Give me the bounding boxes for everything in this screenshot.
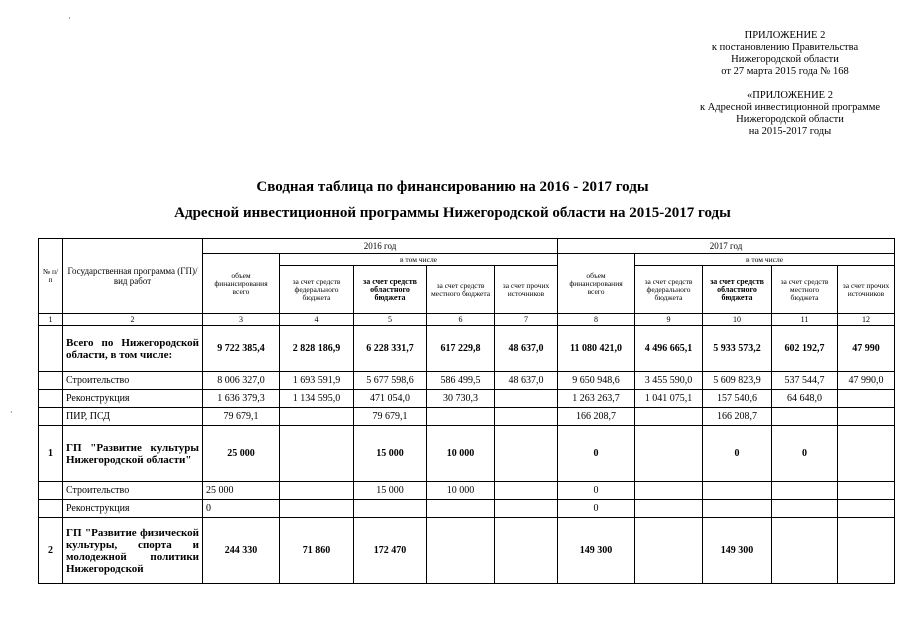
column-number: 9	[635, 314, 703, 326]
table-row	[39, 372, 895, 390]
cell-value	[427, 518, 495, 584]
cell-value	[495, 408, 558, 426]
cell-value: 1 263 263,7	[558, 390, 635, 408]
column-number: 3	[203, 314, 280, 326]
row-index	[39, 482, 63, 500]
cell-value	[703, 482, 772, 500]
cell-value: 79 679,1	[203, 408, 280, 426]
cell-value: 9 722 385,4	[203, 326, 280, 372]
header-line: на 2015-2017 годы	[748, 126, 832, 137]
cell-value: 4 496 665,1	[635, 326, 703, 372]
row-index	[39, 500, 63, 518]
row-name: ПИР, ПСД	[63, 408, 203, 426]
row-name: Строительство	[63, 482, 203, 500]
table-row	[39, 482, 895, 500]
cell-value: 157 540,6	[703, 390, 772, 408]
cell-value	[427, 500, 495, 518]
cell-value	[280, 426, 354, 482]
cell-value	[280, 500, 354, 518]
cell-value	[772, 518, 838, 584]
cell-value: 48 637,0	[495, 326, 558, 372]
cell-value: 244 330	[203, 518, 280, 584]
column-number: 10	[703, 314, 772, 326]
cell-value: 166 208,7	[558, 408, 635, 426]
cell-value	[635, 518, 703, 584]
cell-value: 3 455 590,0	[635, 372, 703, 390]
cell-value	[280, 482, 354, 500]
row-index: 2	[39, 518, 63, 584]
including-2016: в том числе	[280, 254, 558, 266]
cell-value: 586 499,5	[427, 372, 495, 390]
cell-value: 47 990,0	[838, 372, 895, 390]
cell-value	[838, 390, 895, 408]
col-header-other-2016: за счет прочих источников	[495, 266, 558, 314]
cell-value: 48 637,0	[495, 372, 558, 390]
cell-value	[838, 408, 895, 426]
row-index	[39, 408, 63, 426]
cell-value	[495, 390, 558, 408]
cell-value: 11 080 421,0	[558, 326, 635, 372]
column-number: 12	[838, 314, 895, 326]
column-number: 6	[427, 314, 495, 326]
column-number: 4	[280, 314, 354, 326]
financing-table	[38, 238, 895, 584]
cell-value: 64 648,0	[772, 390, 838, 408]
cell-value	[772, 500, 838, 518]
cell-value: 1 134 595,0	[280, 390, 354, 408]
appendix-header-2	[690, 90, 890, 138]
scan-speck: ·	[68, 14, 71, 23]
cell-value: 0	[558, 500, 635, 518]
col-header-federal-2016: за счет средств федерального бюджета	[280, 266, 354, 314]
column-number: 5	[354, 314, 427, 326]
row-name: Всего по Нижегородской области, в том числе:	[63, 326, 203, 372]
cell-value	[838, 500, 895, 518]
table-row-program	[39, 426, 895, 482]
row-index	[39, 390, 63, 408]
cell-value	[635, 426, 703, 482]
header-line: ПРИЛОЖЕНИЕ 2	[744, 30, 826, 41]
including-2017: в том числе	[635, 254, 895, 266]
cell-value: 149 300	[558, 518, 635, 584]
cell-value	[354, 500, 427, 518]
cell-value: 2 828 186,9	[280, 326, 354, 372]
header-line: «ПРИЛОЖЕНИЕ 2	[747, 90, 833, 101]
col-header-num: № п/п	[39, 239, 63, 314]
header-line: Нижегородской области	[731, 54, 839, 65]
table-row	[39, 390, 895, 408]
column-number: 1	[39, 314, 63, 326]
row-name: Реконструкция	[63, 500, 203, 518]
cell-value	[495, 482, 558, 500]
cell-value	[280, 408, 354, 426]
cell-value	[635, 482, 703, 500]
header-line: к Адресной инвестиционной программе	[699, 102, 881, 113]
cell-value: 149 300	[703, 518, 772, 584]
cell-value	[703, 500, 772, 518]
cell-value	[495, 426, 558, 482]
row-index	[39, 372, 63, 390]
col-header-regional-2016: за счет средств областного бюджета	[354, 266, 427, 314]
col-header-local-2016: за счет средств местного бюджета	[427, 266, 495, 314]
cell-value: 172 470	[354, 518, 427, 584]
cell-value: 166 208,7	[703, 408, 772, 426]
cell-value: 471 054,0	[354, 390, 427, 408]
table-row-program	[39, 518, 895, 584]
table-row	[39, 500, 895, 518]
col-header-program: Государственная программа (ГП)/ вид работ	[63, 239, 203, 314]
cell-value	[427, 408, 495, 426]
cell-value	[495, 500, 558, 518]
cell-value	[838, 518, 895, 584]
cell-value	[635, 500, 703, 518]
cell-value: 25 000	[203, 426, 280, 482]
cell-value: 0	[203, 500, 280, 518]
cell-value	[772, 482, 838, 500]
cell-value: 15 000	[354, 482, 427, 500]
cell-value: 0	[703, 426, 772, 482]
cell-value: 6 228 331,7	[354, 326, 427, 372]
document-title: Сводная таблица по финансированию на 2016 - 2017 годы	[256, 179, 649, 195]
column-number-row	[39, 314, 895, 326]
cell-value: 0	[558, 426, 635, 482]
table-row	[39, 408, 895, 426]
row-name: ГП "Развитие физической культуры, спорта и молодежной политики Нижегородской	[63, 518, 203, 584]
cell-value: 5 677 598,6	[354, 372, 427, 390]
cell-value: 0	[558, 482, 635, 500]
cell-value: 5 933 573,2	[703, 326, 772, 372]
col-header-total-2017: объем финансирования всего	[558, 254, 635, 314]
cell-value: 71 860	[280, 518, 354, 584]
year-2016-header: 2016 год	[203, 239, 558, 254]
document-subtitle: Адресной инвестиционной программы Нижегородской области на 2015-2017 годы	[174, 205, 731, 221]
appendix-header-1	[700, 30, 870, 78]
cell-value	[495, 518, 558, 584]
col-header-federal-2017: за счет средств федерального бюджета	[635, 266, 703, 314]
cell-value: 1 693 591,9	[280, 372, 354, 390]
cell-value: 79 679,1	[354, 408, 427, 426]
col-header-other-2017: за счет прочих источников	[838, 266, 895, 314]
cell-value: 10 000	[427, 426, 495, 482]
cell-value: 1 041 075,1	[635, 390, 703, 408]
cell-value: 9 650 948,6	[558, 372, 635, 390]
column-number: 8	[558, 314, 635, 326]
header-line: от 27 марта 2015 года № 168	[721, 66, 849, 77]
cell-value	[838, 482, 895, 500]
table-row-total	[39, 326, 895, 372]
row-index: 1	[39, 426, 63, 482]
cell-value: 537 544,7	[772, 372, 838, 390]
cell-value: 5 609 823,9	[703, 372, 772, 390]
scan-speck: ·	[10, 408, 13, 417]
cell-value: 0	[772, 426, 838, 482]
cell-value: 47 990	[838, 326, 895, 372]
row-name: ГП "Развитие культуры Нижегородской области"	[63, 426, 203, 482]
cell-value: 30 730,3	[427, 390, 495, 408]
cell-value: 1 636 379,3	[203, 390, 280, 408]
cell-value: 15 000	[354, 426, 427, 482]
header-line: к постановлению Правительства	[711, 42, 859, 53]
cell-value	[772, 408, 838, 426]
header-line: Нижегородской области	[736, 114, 844, 125]
column-number: 2	[63, 314, 203, 326]
cell-value	[635, 408, 703, 426]
row-name: Реконструкция	[63, 390, 203, 408]
year-2017-header: 2017 год	[558, 239, 895, 254]
row-index	[39, 326, 63, 372]
col-header-regional-2017: за счет средств областного бюджета	[703, 266, 772, 314]
cell-value: 602 192,7	[772, 326, 838, 372]
cell-value: 8 006 327,0	[203, 372, 280, 390]
col-header-total-2016: объем финансирования всего	[203, 254, 280, 314]
cell-value	[838, 426, 895, 482]
cell-value: 25 000	[203, 482, 280, 500]
column-number: 11	[772, 314, 838, 326]
cell-value: 617 229,8	[427, 326, 495, 372]
col-header-local-2017: за счет средств местного бюджета	[772, 266, 838, 314]
row-name: Строительство	[63, 372, 203, 390]
column-number: 7	[495, 314, 558, 326]
cell-value: 10 000	[427, 482, 495, 500]
